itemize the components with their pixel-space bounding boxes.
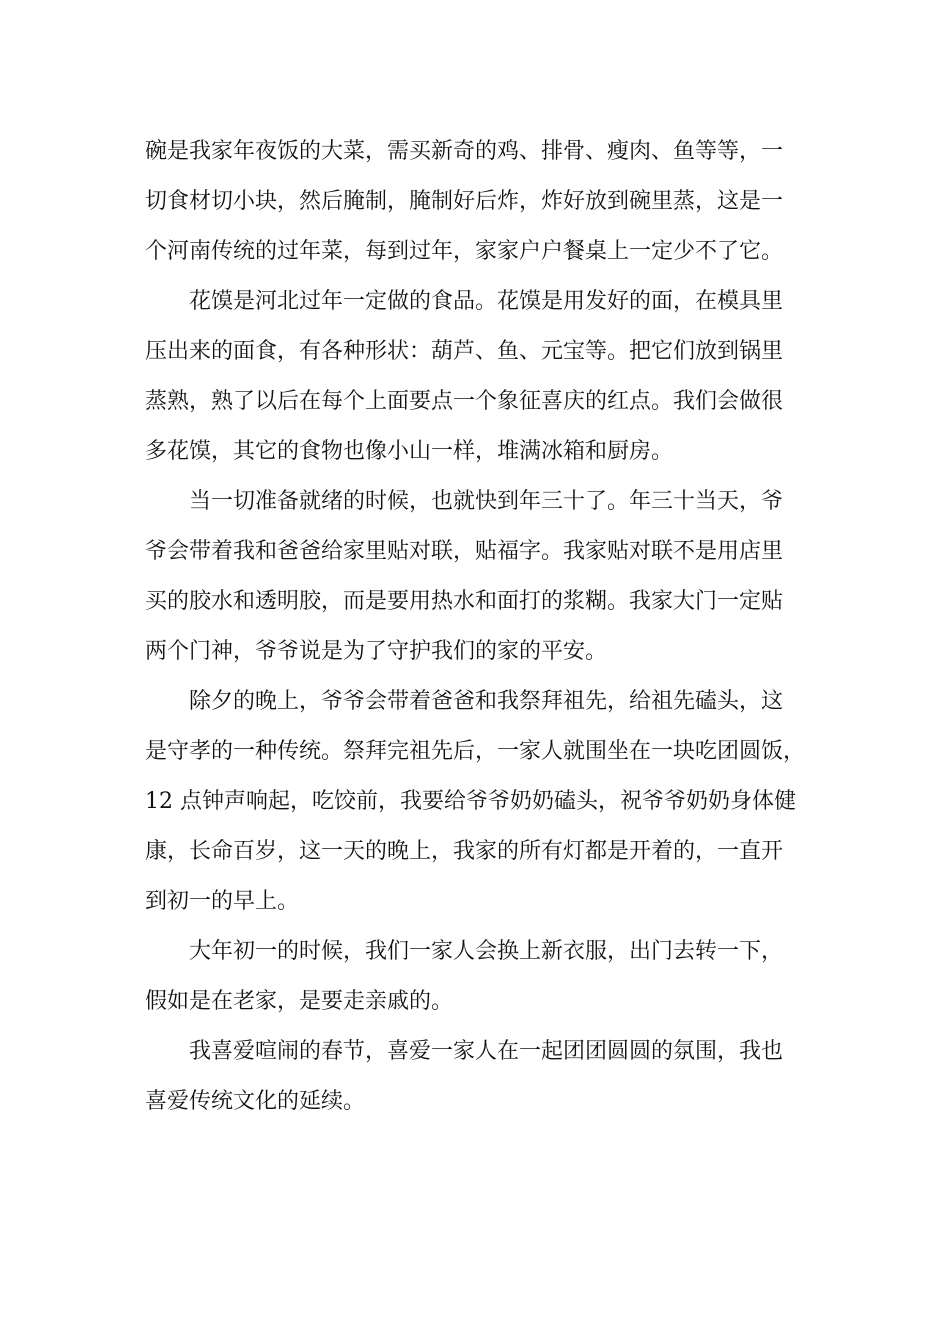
paragraph-line: 当一切准备就绪的时候，也就快到年三十了。年三十当天，爷: [189, 489, 784, 514]
paragraph-line: 压出来的面食，有各种形状：葫芦、鱼、元宝等。把它们放到锅里: [145, 339, 784, 364]
paragraph-line: 买的胶水和透明胶，而是要用热水和面打的浆糊。我家大门一定贴: [145, 589, 784, 614]
paragraph-1: [145, 127, 835, 277]
paragraph-line: 我喜爱喧闹的春节，喜爱一家人在一起团团圆圆的氛围，我也: [189, 1039, 784, 1064]
paragraph-line: 是守孝的一种传统。祭拜完祖先后，一家人就围坐在一块吃团圆饭，: [145, 739, 806, 764]
paragraph-line: 除夕的晚上，爷爷会带着爸爸和我祭拜祖先，给祖先磕头，这: [189, 689, 784, 714]
paragraph-5: [145, 927, 835, 1027]
paragraph-line: 喜爱传统文化的延续。: [145, 1089, 366, 1114]
paragraph-2: [145, 277, 835, 477]
paragraph-4: [145, 677, 835, 927]
paragraph-line: 12 点钟声响起，吃饺前，我要给爷爷奶奶磕头，祝爷爷奶奶身体健: [145, 789, 796, 814]
paragraph-line: 多花馍，其它的食物也像小山一样，堆满冰箱和厨房。: [145, 439, 674, 464]
paragraph-line: 花馍是河北过年一定做的食品。花馍是用发好的面，在模具里: [189, 289, 784, 314]
paragraph-6: [145, 1027, 835, 1127]
paragraph-line: 个河南传统的过年菜，每到过年，家家户户餐桌上一定少不了它。: [145, 239, 784, 264]
paragraph-line: 到初一的早上。: [145, 889, 300, 914]
paragraph-line: 两个门神，爷爷说是为了守护我们的家的平安。: [145, 639, 608, 664]
paragraph-line: 大年初一的时候，我们一家人会换上新衣服，出门去转一下，: [189, 939, 784, 964]
paragraph-line: 碗是我家年夜饭的大菜，需买新奇的鸡、排骨、瘦肉、鱼等等，一: [145, 139, 784, 164]
paragraph-line: 爷会带着我和爸爸给家里贴对联，贴福字。我家贴对联不是用店里: [145, 539, 784, 564]
paragraph-line: 切食材切小块，然后腌制，腌制好后炸，炸好放到碗里蒸，这是一: [145, 189, 784, 214]
paragraph-line: 假如是在老家，是要走亲戚的。: [145, 989, 454, 1014]
paragraph-line: 蒸熟，熟了以后在每个上面要点一个象征喜庆的红点。我们会做很: [145, 389, 784, 414]
paragraph-line: 康，长命百岁，这一天的晚上，我家的所有灯都是开着的，一直开: [145, 839, 784, 864]
essay-body: [145, 127, 835, 1127]
paragraph-3: [145, 477, 835, 677]
